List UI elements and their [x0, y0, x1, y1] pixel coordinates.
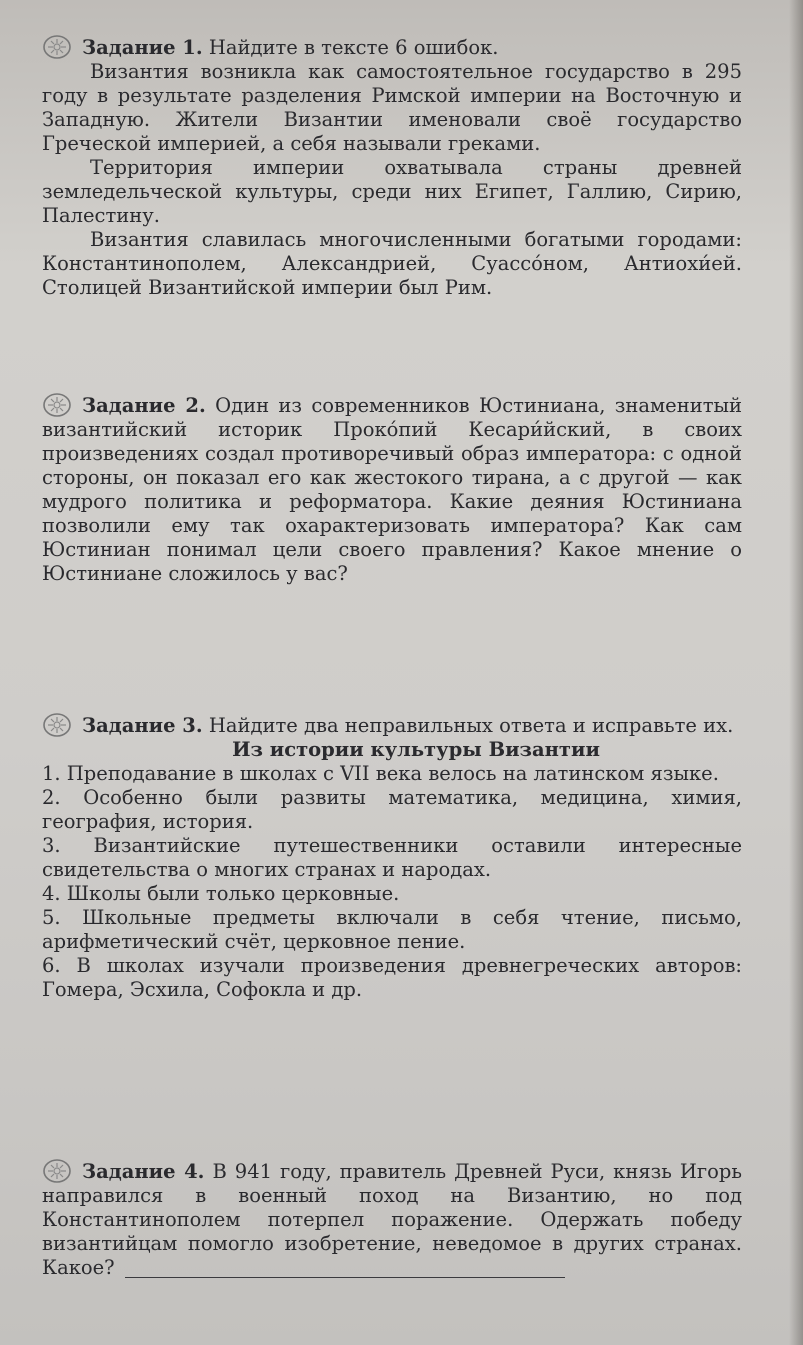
- list-item: 5. Школьные предметы включали в себя чтение, письмо, арифметический счёт, церковное пение.: [42, 906, 742, 953]
- task-2-text: Один из современников Юстиниана, знаменитый византийский историк Проко́пий Кесари́йский, в своих произведениях создал противоречивый образ императора: с одной стороны, он показал его как жестокого тирана, а с другой — как мудрого политика и реформатора. Какие деяния Юстиниана позволили ему так охарактеризовать императора? Как сам Юстиниан понимал цели своего правления? Какое мнение о Юстиниане сложилось у вас?: [42, 394, 743, 585]
- task-1-paragraph: Византия славилась многочисленными богатыми городами: Константинополем, Александрией, Суассо́ном, Антиохи́ей. Столицей Византийской империи был Рим.: [42, 228, 742, 299]
- task-4-text: В 941 году, правитель Древней Руси, князь Игорь направился в военный поход на Византию, но под Константинополем потерпел поражение. Одержать победу византийцам помогло изобретение, неведомое в других странах. Какое?: [42, 1160, 742, 1279]
- task-4: [42, 1158, 742, 1280]
- task-1-instruction: Найдите в тексте 6 ошибок.: [202, 36, 499, 59]
- task-1-heading: Задание 1.: [82, 36, 203, 59]
- list-item: 4. Школы были только церковные.: [42, 882, 400, 905]
- task-2-body: [42, 392, 742, 586]
- list-item: 1. Преподавание в школах с VII века велось на латинском языке.: [42, 762, 719, 785]
- discussion-icon: [42, 712, 72, 738]
- discussion-icon: [42, 34, 72, 60]
- discussion-icon: [42, 1158, 72, 1184]
- task-3: [42, 712, 742, 1002]
- list-item: 6. В школах изучали произведения древнегреческих авторов: Гомера, Эсхила, Софокла и др.: [42, 954, 742, 1001]
- discussion-icon: [42, 392, 72, 418]
- task-3-header: [42, 712, 742, 738]
- task-2-heading: Задание 2.: [82, 394, 206, 417]
- task-3-heading: Задание 3.: [82, 714, 203, 737]
- task-1-paragraph: Территория империи охватывала страны древней земледельческой культуры, среди них Египет, Галлию, Сирию, Палестину.: [42, 156, 742, 227]
- task-4-heading: Задание 4.: [82, 1160, 205, 1183]
- task-3-instruction: Найдите два неправильных ответа и исправьте их.: [202, 714, 734, 737]
- task-1-paragraph: Византия возникла как самостоятельное государство в 295 году в результате разделения Римской империи на Восточную и Западную. Жители Византии именовали своё государство Греческой империей, а себя называли греками.: [42, 60, 742, 155]
- list-item: 2. Особенно были развиты математика, медицина, химия, география, история.: [42, 786, 742, 833]
- task-1-header: [42, 34, 742, 60]
- task-1: [42, 34, 742, 300]
- task-4-body: [42, 1158, 742, 1280]
- task-2: [42, 392, 742, 586]
- task-3-list: [42, 762, 742, 1002]
- answer-line[interactable]: [125, 1277, 565, 1278]
- page-edge-shadow: [789, 0, 803, 1345]
- list-item: 3. Византийские путешественники оставили интересные свидетельства о многих странах и народах.: [42, 834, 742, 881]
- task-3-subtitle: Из истории культуры Византии: [232, 738, 600, 761]
